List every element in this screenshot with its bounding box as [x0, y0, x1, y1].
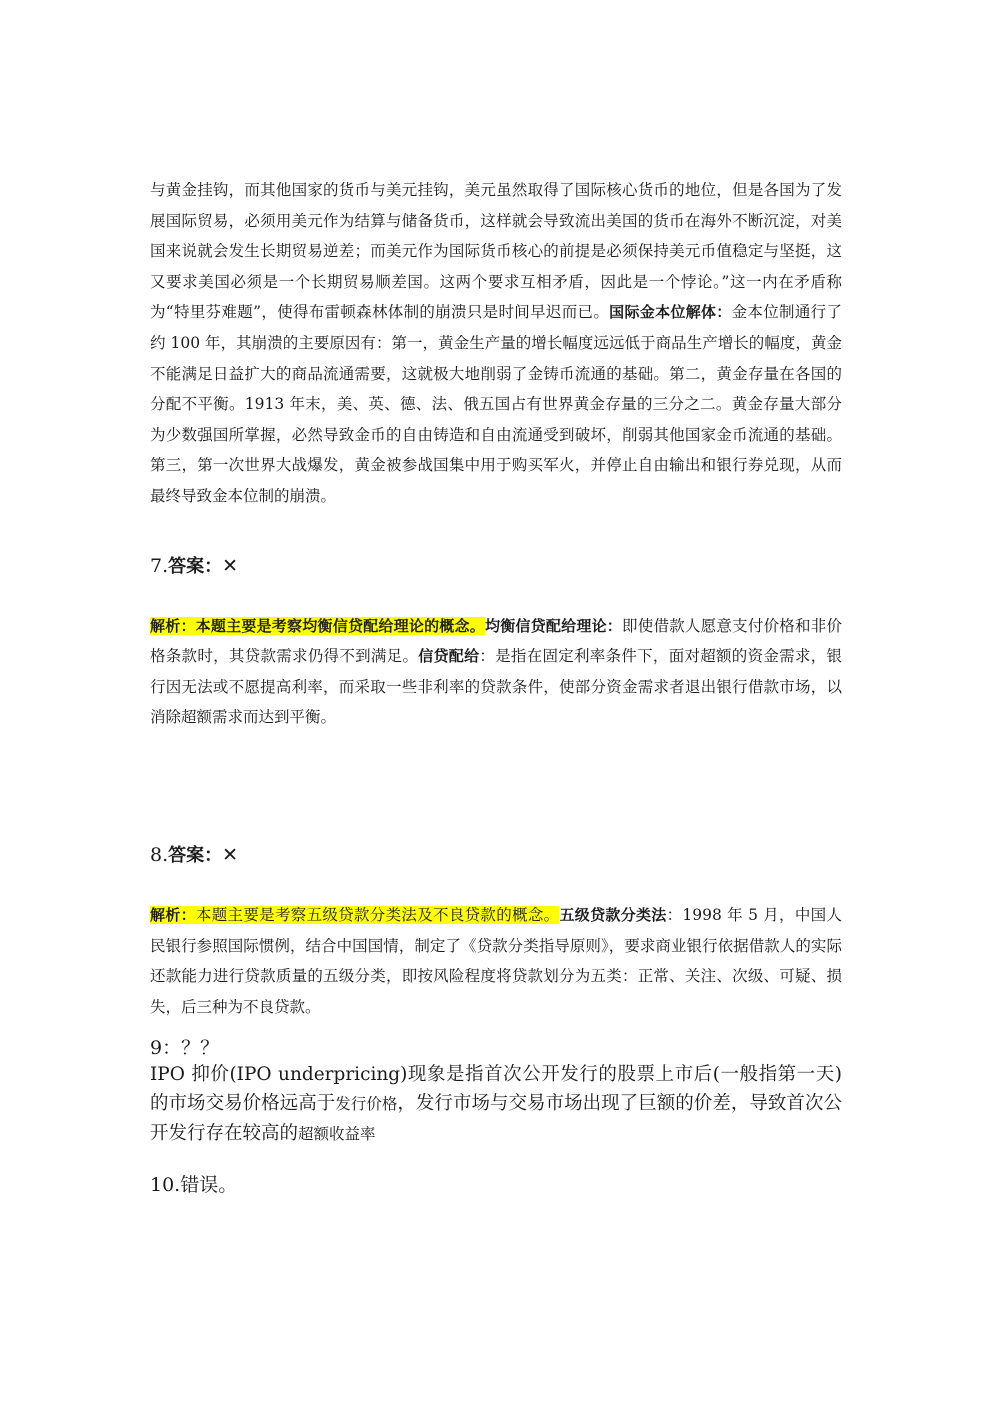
document-page: [150, 175, 842, 1197]
answer-label: 答案：: [168, 844, 223, 866]
analysis-text: ：1998 年 5 月，中国人民银行参照国际惯例，结合中国国情，制定了《贷款分类指导原则》，要求商业银行依据借款人的实际还款能力进行贷款质量的五级分类，即按风险程度将贷款划分为五类：正常、关注、次级、可疑、损失，后三种为不良贷款。: [150, 905, 842, 1016]
q9-text: [150, 1060, 842, 1149]
analysis-label: 解析：: [150, 905, 196, 924]
ipo-text: IPO 抑价(IPO underpricing)现象是指首次公开发行的股票上市后(一般指第一天)的市场交易价格远高于: [150, 1064, 842, 1115]
q7-heading: [150, 554, 842, 579]
bold-term: 信贷配给: [418, 647, 480, 666]
bold-label: 国际金本位解体：: [609, 303, 732, 322]
question-number: 7.: [150, 554, 169, 577]
q8-analysis: [150, 900, 842, 1022]
q7-analysis: [150, 611, 842, 733]
answer-mark: ✕: [222, 843, 239, 866]
paragraph-gold-standard: [150, 175, 842, 512]
ipo-term: 发行价格: [335, 1095, 398, 1114]
paragraph-text: 与黄金挂钩，而其他国家的货币与美元挂钩，美元虽然取得了国际核心货币的地位，但是各国为了发展国际贸易，必须用美元作为结算与储备货币，这样就会导致流出美国的货币在海外不断沉淀，对美国来说就会发生长期贸易逆差；而美元作为国际货币核心的前提是必须保持美元币值稳定与坚挺，这又要求美国必须是一个长期贸易顺差国。这两个要求互相矛盾，因此是一个悖论。”这一内在矛盾称为“特里芬难题”，使得布雷顿森林体制的崩溃只是时间早迟而已。: [150, 181, 842, 322]
highlighted-analysis: 解析：本题主要是考察均衡信贷配给理论的概念。: [150, 616, 485, 635]
q9-heading: 9：？？: [150, 1037, 220, 1060]
analysis-intro: 本题主要是考察五级贷款分类法及不良贷款的概念。: [195, 905, 560, 924]
highlighted-analysis: [150, 906, 559, 924]
answer-mark: ✕: [222, 554, 239, 577]
answer-label: 答案：: [168, 555, 223, 577]
bold-term: 五级贷款分类法: [559, 905, 667, 924]
ipo-text: ，发行市场与交易市场出现了巨额的价差，导致首次公开发行存在较高的: [150, 1093, 842, 1145]
bold-term: 均衡信贷配给理论：: [484, 616, 623, 635]
analysis-text: 即使借款人愿意支付价格和非价格条款时，其贷款需求仍得不到满足。: [150, 616, 842, 666]
analysis-text: ：是指在固定利率条件下，面对超额的资金需求，银行因无法或不愿提高利率，而采取一些非利率的贷款条件，使部分资金需求者退出银行借款市场，以消除超额需求而达到平衡。: [150, 647, 842, 727]
q8-heading: [150, 843, 842, 868]
question-number: 8.: [150, 843, 169, 866]
ipo-term: 超额收益率: [298, 1125, 376, 1144]
q10-heading: 10.错误。: [150, 1174, 238, 1197]
paragraph-text: 金本位制通行了约 100 年，其崩溃的主要原因有：第一，黄金生产量的增长幅度远远低于商品生产增长的幅度，黄金不能满足日益扩大的商品流通需要，这就极大地削弱了金铸币流通的基础。第二，黄金存量在各国的分配不平衡。1913 年末，美、英、德、法、俄五国占有世界黄金存量的三分之二。黄金存量大部分为少数强国所掌握，必然导致金币的自由铸造和自由流通受到破坏，削弱其他国家金币流通的基础。第三，第一次世界大战爆发，黄金被参战国集中用于购买军火，并停止自由输出和银行券兑现，从而最终导致金本位制的崩溃。: [150, 303, 842, 505]
